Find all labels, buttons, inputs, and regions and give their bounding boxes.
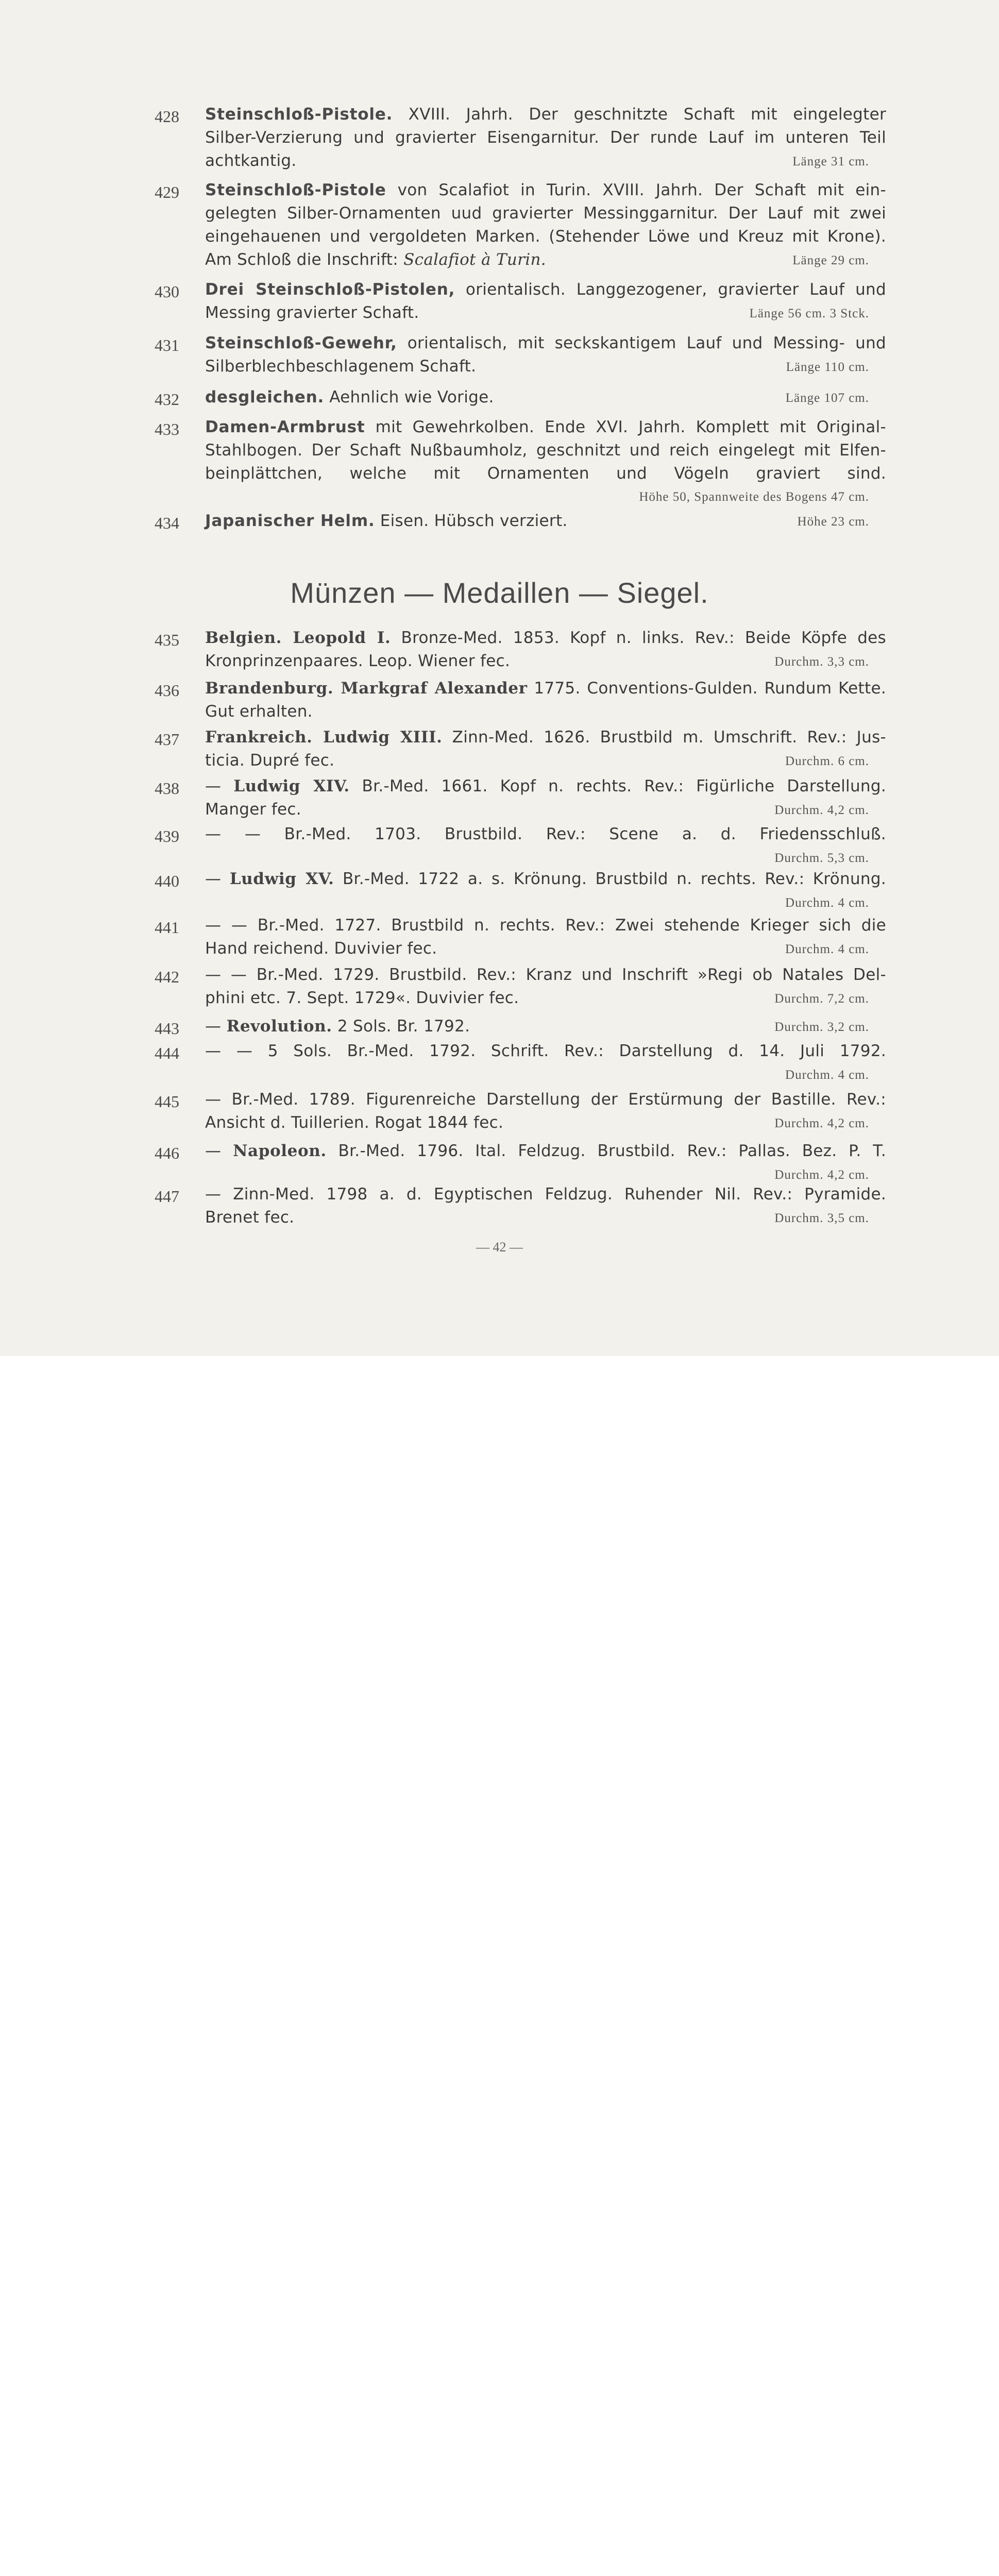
entry-text-line xyxy=(205,823,886,845)
text-run: — xyxy=(205,870,230,888)
entry-text-line xyxy=(205,726,886,749)
text-run: — xyxy=(205,1142,233,1160)
entry-number: 436 xyxy=(155,681,179,700)
measurement: Durchm. 4,2 cm. xyxy=(774,803,869,817)
entry-number: 431 xyxy=(155,336,179,354)
entry-text-line xyxy=(205,386,813,409)
entry-number: 437 xyxy=(155,730,179,749)
text-run: Br.-Med. 1796. Ital. Feldzug. Brustbild. Rev.: Pallas. Bez. P. T. xyxy=(326,1142,886,1160)
entry-number: 439 xyxy=(155,827,179,845)
entry-text-line xyxy=(205,126,886,149)
text-run: 1775. Conventions-Gulden. Rundum Kette. xyxy=(527,679,886,698)
entry-text-line xyxy=(205,1040,886,1062)
entry-text-line xyxy=(205,1015,813,1038)
entry-text-line xyxy=(205,1206,813,1229)
text-run: ticia. Dupré fec. xyxy=(205,751,335,770)
text-run: Br.-Med. 1722 a. s. Krönung. Brustbild n. rechts. Rev.: Krönung. xyxy=(334,870,886,888)
item-keyword: Belgien. Leopold I. xyxy=(205,629,391,647)
entry-number: 445 xyxy=(155,1092,179,1111)
measurement: Höhe 50, Spannweite des Bogens 47 cm. xyxy=(639,490,869,504)
text-run: — — 5 Sols. Br.-Med. 1792. Schrift. Rev.: Darstellung d. 14. Juli 1792. xyxy=(205,1042,886,1060)
entry-text-line xyxy=(205,248,813,271)
entry-text-line xyxy=(205,798,813,821)
item-keyword: Steinschloß-Pistole xyxy=(205,181,386,199)
text-run: eingehauenen und vergoldeten Marken. (Stehender Löwe und Kreuz mit Krone). xyxy=(205,227,886,246)
entry-number: 428 xyxy=(155,107,179,126)
entry-number: 434 xyxy=(155,514,179,532)
entry-number: 429 xyxy=(155,183,179,201)
measurement: Durchm. 4 cm. xyxy=(785,1068,869,1082)
text-run: — xyxy=(205,777,234,795)
item-keyword: Brandenburg. Markgraf Alexander xyxy=(205,679,528,698)
text-run: — — Br.-Med. 1729. Brustbild. Rev.: Kranz und Inschrift »Regi ob Natales Del- xyxy=(205,965,886,984)
entry-text-line xyxy=(205,301,813,324)
text-run: Am Schloß die Inschrift: xyxy=(205,250,404,269)
measurement: Durchm. 3,5 cm. xyxy=(774,1211,869,1225)
page-number: — 42 — xyxy=(476,1240,523,1255)
entry-text-line xyxy=(205,462,886,485)
entry-number: 440 xyxy=(155,872,179,890)
item-keyword: Japanischer Helm. xyxy=(205,512,375,530)
measurement: Länge 107 cm. xyxy=(785,391,869,405)
entry-text-line xyxy=(205,987,813,1009)
entry-number: 442 xyxy=(155,968,179,986)
entry-text-line xyxy=(205,677,886,700)
entry-text-line xyxy=(205,937,813,960)
text-run: Hand reichend. Duvivier fec. xyxy=(205,939,437,958)
italic-text: Scalafiot à Turin. xyxy=(403,250,546,269)
text-run: Ansicht d. Tuillerien. Rogat 1844 fec. xyxy=(205,1113,504,1132)
text-run: Stahlbogen. Der Schaft Nußbaumholz, geschnitzt und reich eingelegt mit Elfen- xyxy=(205,441,886,460)
entry-number: 433 xyxy=(155,420,179,438)
measurement: Durchm. 4,2 cm. xyxy=(774,1116,869,1130)
entry-number: 447 xyxy=(155,1187,179,1206)
text-run: Silberblechbeschlagenem Schaft. xyxy=(205,357,477,376)
text-run: Messing gravierter Schaft. xyxy=(205,303,419,322)
measurement: Länge 29 cm. xyxy=(792,253,869,267)
entry-number: 435 xyxy=(155,631,179,649)
item-keyword: Ludwig XV. xyxy=(229,870,334,888)
entry-text-line xyxy=(205,1088,886,1111)
item-keyword: Napoleon. xyxy=(233,1142,327,1160)
footer-bar xyxy=(0,1356,999,1426)
entry-number: 438 xyxy=(155,779,179,798)
entry-text-line xyxy=(205,103,886,126)
entry-text-line xyxy=(205,510,813,532)
text-run: — Zinn-Med. 1798 a. d. Egyptischen Feldzug. Ruhender Nil. Rev.: Pyramide. xyxy=(205,1185,886,1204)
measurement: Länge 31 cm. xyxy=(792,155,869,168)
measurement: Länge 110 cm. xyxy=(786,360,869,374)
entry-text-line xyxy=(205,626,886,649)
entry-text-line xyxy=(205,179,886,201)
text-run: — Br.-Med. 1789. Figurenreiche Darstellung der Erstürmung der Bastille. Rev.: xyxy=(205,1090,886,1109)
measurement: Höhe 23 cm. xyxy=(797,515,869,529)
entry-text-line xyxy=(205,332,886,354)
text-run: Aehnlich wie Vorige. xyxy=(324,388,494,406)
measurement: Durchm. 3,3 cm. xyxy=(774,655,869,669)
measurement: Länge 56 cm. 3 Stck. xyxy=(749,307,869,320)
entry-text-line xyxy=(205,355,813,378)
text-run: Br.-Med. 1661. Kopf n. rechts. Rev.: Figürliche Darstellung. xyxy=(349,777,886,795)
entry-text-line xyxy=(205,700,886,723)
text-run: Gut erhalten. xyxy=(205,702,313,721)
text-run: mit Gewehrkolben. Ende XVI. Jahrh. Komplett mit Original- xyxy=(365,418,886,436)
entry-text-line xyxy=(205,149,813,172)
entry-text-line xyxy=(205,650,813,672)
item-keyword: Revolution. xyxy=(226,1017,332,1036)
measurement: Durchm. 5,3 cm. xyxy=(774,851,869,865)
text-run: Eisen. Hübsch verziert. xyxy=(375,512,568,530)
entry-number: 432 xyxy=(155,390,179,409)
entry-text-line xyxy=(205,439,886,462)
entry-text-line xyxy=(205,1140,886,1162)
entry-text-line xyxy=(205,1183,886,1206)
text-run: orientalisch, mit seckskantigem Lauf und Messing- und xyxy=(397,334,886,352)
item-keyword: Frankreich. Ludwig XIII. xyxy=(205,728,443,747)
entry-number: 441 xyxy=(155,918,179,937)
item-keyword: Steinschloß-Gewehr, xyxy=(205,334,397,352)
text-run: orientalisch. Langgezogener, gravierter Lauf und xyxy=(455,280,886,299)
entry-text-line xyxy=(205,775,886,798)
text-run: Bronze-Med. 1853. Kopf n. links. Rev.: Beide Köpfe des xyxy=(391,629,886,647)
item-keyword: Damen-Armbrust xyxy=(205,418,365,436)
section-heading: Münzen — Medaillen — Siegel. xyxy=(290,577,709,609)
measurement: Durchm. 7,2 cm. xyxy=(774,992,869,1006)
text-run: — xyxy=(205,1017,227,1036)
item-keyword: Ludwig XIV. xyxy=(233,777,350,795)
entry-text-line xyxy=(205,868,886,890)
entry-number: 446 xyxy=(155,1144,179,1162)
text-run: — — Br.-Med. 1703. Brustbild. Rev.: Scene a. d. Friedensschluß. xyxy=(205,825,886,843)
text-run: Manger fec. xyxy=(205,800,301,819)
entry-text-line xyxy=(205,278,886,301)
text-run: gelegten Silber-Ornamenten uud gravierter Messinggarnitur. Der Lauf mit zwei xyxy=(205,204,886,223)
text-run: 2 Sols. Br. 1792. xyxy=(332,1017,470,1036)
measurement: Durchm. 4 cm. xyxy=(785,896,869,910)
measurement: Durchm. 4,2 cm. xyxy=(774,1168,869,1182)
measurement: Durchm. 4 cm. xyxy=(785,942,869,956)
entry-text-line xyxy=(205,1111,813,1134)
text-run: phini etc. 7. Sept. 1729«. Duvivier fec. xyxy=(205,989,519,1007)
entry-text-line xyxy=(205,202,886,225)
measurement: Durchm. 3,2 cm. xyxy=(774,1020,869,1034)
entry-number: 444 xyxy=(155,1044,179,1062)
item-keyword: Steinschloß-Pistole. xyxy=(205,105,393,124)
entry-text-line xyxy=(205,225,886,248)
text-run: von Scalafiot in Turin. XVIII. Jahrh. Der Schaft mit ein- xyxy=(386,181,886,199)
entry-text-line xyxy=(205,749,813,772)
item-keyword: desgleichen. xyxy=(205,388,325,406)
entry-text-line xyxy=(205,416,886,438)
entry-number: 430 xyxy=(155,282,179,301)
text-run: Kronprinzenpaares. Leop. Wiener fec. xyxy=(205,652,511,670)
text-run: Brenet fec. xyxy=(205,1208,295,1227)
entry-text-line xyxy=(205,914,886,937)
text-run: achtkantig. xyxy=(205,151,297,170)
measurement: Durchm. 6 cm. xyxy=(785,754,869,768)
text-run: XVIII. Jahrh. Der geschnitzte Schaft mit eingelegter xyxy=(393,105,886,124)
text-run: beinplättchen, welche mit Ornamenten und Vögeln graviert sind. xyxy=(205,464,886,483)
text-run: Zinn-Med. 1626. Brustbild m. Umschrift. Rev.: Jus- xyxy=(442,728,887,747)
entry-text-line xyxy=(205,963,886,986)
text-run: Silber-Verzierung und gravierter Eisengarnitur. Der runde Lauf im unteren Teil xyxy=(205,128,886,147)
entry-number: 443 xyxy=(155,1019,179,1038)
item-keyword: Drei Steinschloß-Pistolen, xyxy=(205,280,455,299)
text-run: — — Br.-Med. 1727. Brustbild n. rechts. Rev.: Zwei stehende Krieger sich die xyxy=(205,916,886,935)
